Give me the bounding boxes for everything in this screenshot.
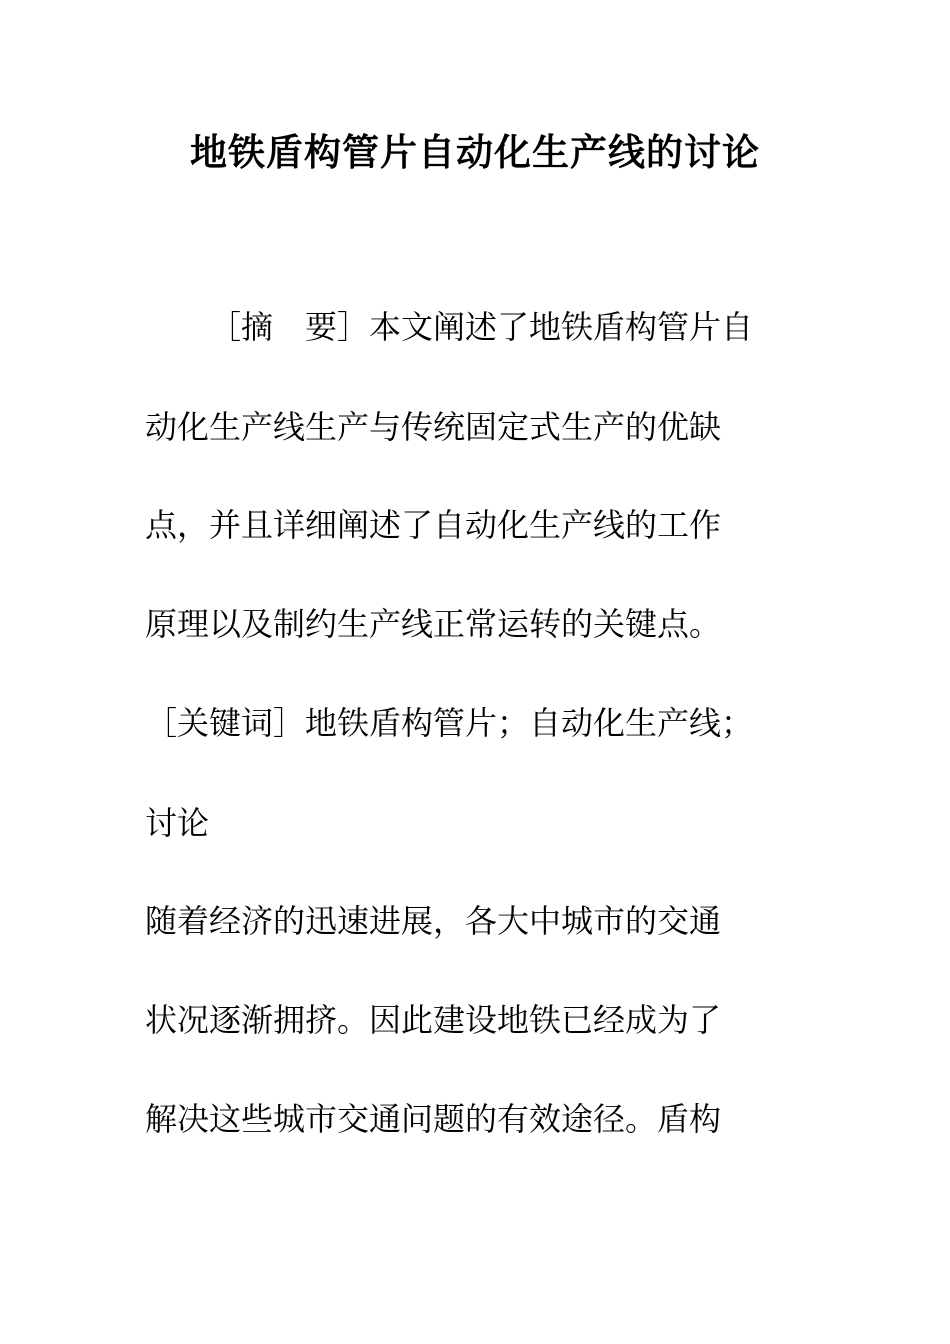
- body-line-1: 随着经济的迅速进展，各大中城市的交通: [145, 902, 722, 940]
- keywords-line-1: ［关键词］地铁盾构管片；自动化生产线；: [145, 704, 754, 742]
- body-line-2: 状况逐渐拥挤。因此建设地铁已经成为了: [145, 1001, 722, 1039]
- document-title: 地铁盾构管片自动化生产线的讨论: [190, 131, 760, 174]
- abstract-line-2: 动化生产线生产与传统固定式生产的优缺: [145, 408, 722, 446]
- abstract-line-3: 点，并且详细阐述了自动化生产线的工作: [145, 506, 722, 544]
- abstract-line-4: 原理以及制约生产线正常运转的关键点。: [145, 605, 722, 643]
- body-line-3: 解决这些城市交通问题的有效途径。盾构: [145, 1100, 722, 1138]
- keywords-line-2: 讨论: [145, 804, 210, 842]
- abstract-line-1: ［摘 要］本文阐述了地铁盾构管片自: [209, 308, 754, 346]
